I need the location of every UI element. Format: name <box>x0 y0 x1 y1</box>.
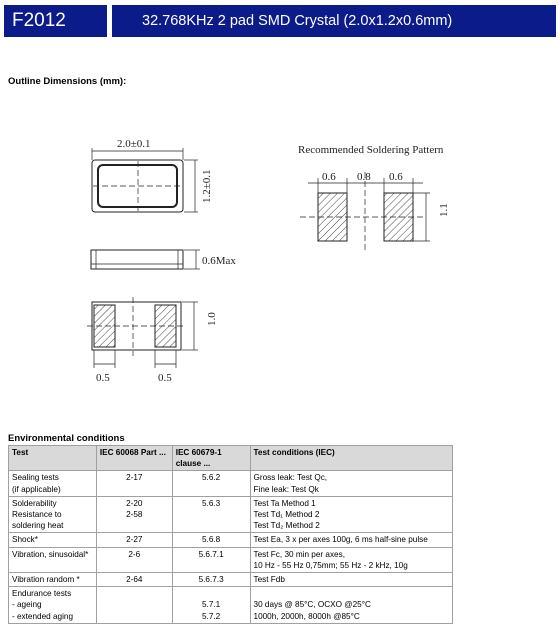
gap-dimension: 0.8 <box>357 171 371 183</box>
table-cell-clause <box>172 547 250 572</box>
table-cell-conditions <box>250 471 452 496</box>
cell-line: 5.6.8 <box>201 535 221 545</box>
top-view <box>92 148 198 212</box>
width-dimension: 2.0±0.1 <box>117 138 151 150</box>
table-row <box>9 496 453 533</box>
table-cell-test <box>9 471 97 496</box>
cell-line: 10 Hz - 55 Hz 0,75mm; 55 Hz - 2 kHz, 10g <box>253 560 408 570</box>
table-cell-test <box>9 547 97 572</box>
cell-line: Sealing tests <box>12 473 59 483</box>
cell-line: Test Td₂ Method 2 <box>253 521 320 531</box>
table-row <box>9 587 453 624</box>
cell-line: 2-6 <box>128 549 141 559</box>
cell-line: Test Ea, 3 x per axes 100g, 6 ms half-sine pulse <box>253 535 428 545</box>
cell-line: Shock* <box>12 535 38 545</box>
pad-width-left-dimension: 0.6 <box>322 171 336 183</box>
pad-right-dimension: 0.5 <box>158 372 172 384</box>
cell-line: Endurance tests <box>12 589 72 599</box>
table-cell-part <box>96 471 172 496</box>
table-cell-conditions <box>250 496 452 533</box>
column-header: IEC 60679-1 clause ... <box>172 446 250 471</box>
pad-width-right-dimension: 0.6 <box>389 171 403 183</box>
column-header: IEC 60068 Part ... <box>96 446 172 471</box>
cell-line: - ageing <box>12 600 42 610</box>
cell-line: - extended aging <box>12 611 73 621</box>
cell-line: 5.7.2 <box>201 611 221 621</box>
cell-line: 5.6.7.3 <box>198 575 224 585</box>
column-header: Test <box>9 446 97 471</box>
cell-line: Test Ta Method 1 <box>253 498 316 508</box>
soldering-title: Recommended Soldering Pattern <box>298 144 444 156</box>
table-cell-conditions <box>250 573 452 587</box>
cell-line: 5.6.7.1 <box>198 549 224 559</box>
cell-line: Solderability <box>12 498 57 508</box>
product-description: 32.768KHz 2 pad SMD Crystal (2.0x1.2x0.6mm) <box>142 13 453 29</box>
table-row <box>9 471 453 496</box>
side-view <box>91 250 200 269</box>
environmental-title: Environmental conditions <box>8 433 125 444</box>
table-cell-part <box>96 573 172 587</box>
cell-line: Gross leak: Test Qc, <box>253 473 328 483</box>
table-row <box>9 573 453 587</box>
cell-line: 5.6.3 <box>201 498 221 508</box>
cell-line: 5.6.2 <box>201 473 221 483</box>
table-row <box>9 533 453 547</box>
environmental-table <box>8 445 453 624</box>
cell-line: 2-27 <box>126 535 143 545</box>
cell-line: (if applicable) <box>12 484 61 494</box>
thickness-dimension: 0.6Max <box>202 255 236 267</box>
table-cell-part <box>96 587 172 624</box>
table-cell-conditions <box>250 533 452 547</box>
table-cell-part <box>96 496 172 533</box>
table-row <box>9 547 453 572</box>
height-dimension: 1.2±0.1 <box>201 169 213 203</box>
table-cell-test <box>9 533 97 547</box>
table-cell-conditions <box>250 587 452 624</box>
table-cell-clause <box>172 587 250 624</box>
table-cell-conditions <box>250 547 452 572</box>
cell-line: 1000h, 2000h, 8000h @85°C <box>253 611 360 621</box>
cell-line: 2-58 <box>126 510 143 520</box>
outline-title: Outline Dimensions (mm): <box>8 76 127 87</box>
pad-left-dimension: 0.5 <box>96 372 110 384</box>
table-cell-test <box>9 587 97 624</box>
cell-line: 30 days @ 85°C, OCXO @25°C <box>253 600 371 610</box>
cell-line: Test Fc, 30 min per axes, <box>253 549 345 559</box>
table-header-row <box>9 446 453 471</box>
cell-line: Test Fdb <box>253 575 285 585</box>
cell-line: Fine leak: Test Qk <box>253 484 319 494</box>
table-cell-clause <box>172 573 250 587</box>
bottom-view <box>87 297 198 368</box>
table-cell-part <box>96 547 172 572</box>
table-cell-clause <box>172 496 250 533</box>
cell-line: Vibration random * <box>12 575 80 585</box>
cell-line: Resistance to <box>12 510 62 520</box>
cell-line: 2-17 <box>126 473 143 483</box>
cell-line: Test Td₁ Method 2 <box>253 510 320 520</box>
cell-line: Vibration, sinusoidal* <box>12 549 89 559</box>
table-cell-test <box>9 496 97 533</box>
table-cell-test <box>9 573 97 587</box>
cell-line: 5.7.1 <box>201 600 221 610</box>
soldering-pattern <box>300 172 430 252</box>
cell-line: 2-20 <box>126 498 143 508</box>
part-number: F2012 <box>12 10 66 31</box>
pad-height-dimension: 1.1 <box>438 203 450 217</box>
column-header: Test conditions (IEC) <box>250 446 452 471</box>
cell-line: 2-64 <box>126 575 143 585</box>
table-cell-part <box>96 533 172 547</box>
table-cell-clause <box>172 533 250 547</box>
side-height-dimension: 1.0 <box>206 312 218 326</box>
table-cell-clause <box>172 471 250 496</box>
cell-line: soldering heat <box>12 521 64 531</box>
